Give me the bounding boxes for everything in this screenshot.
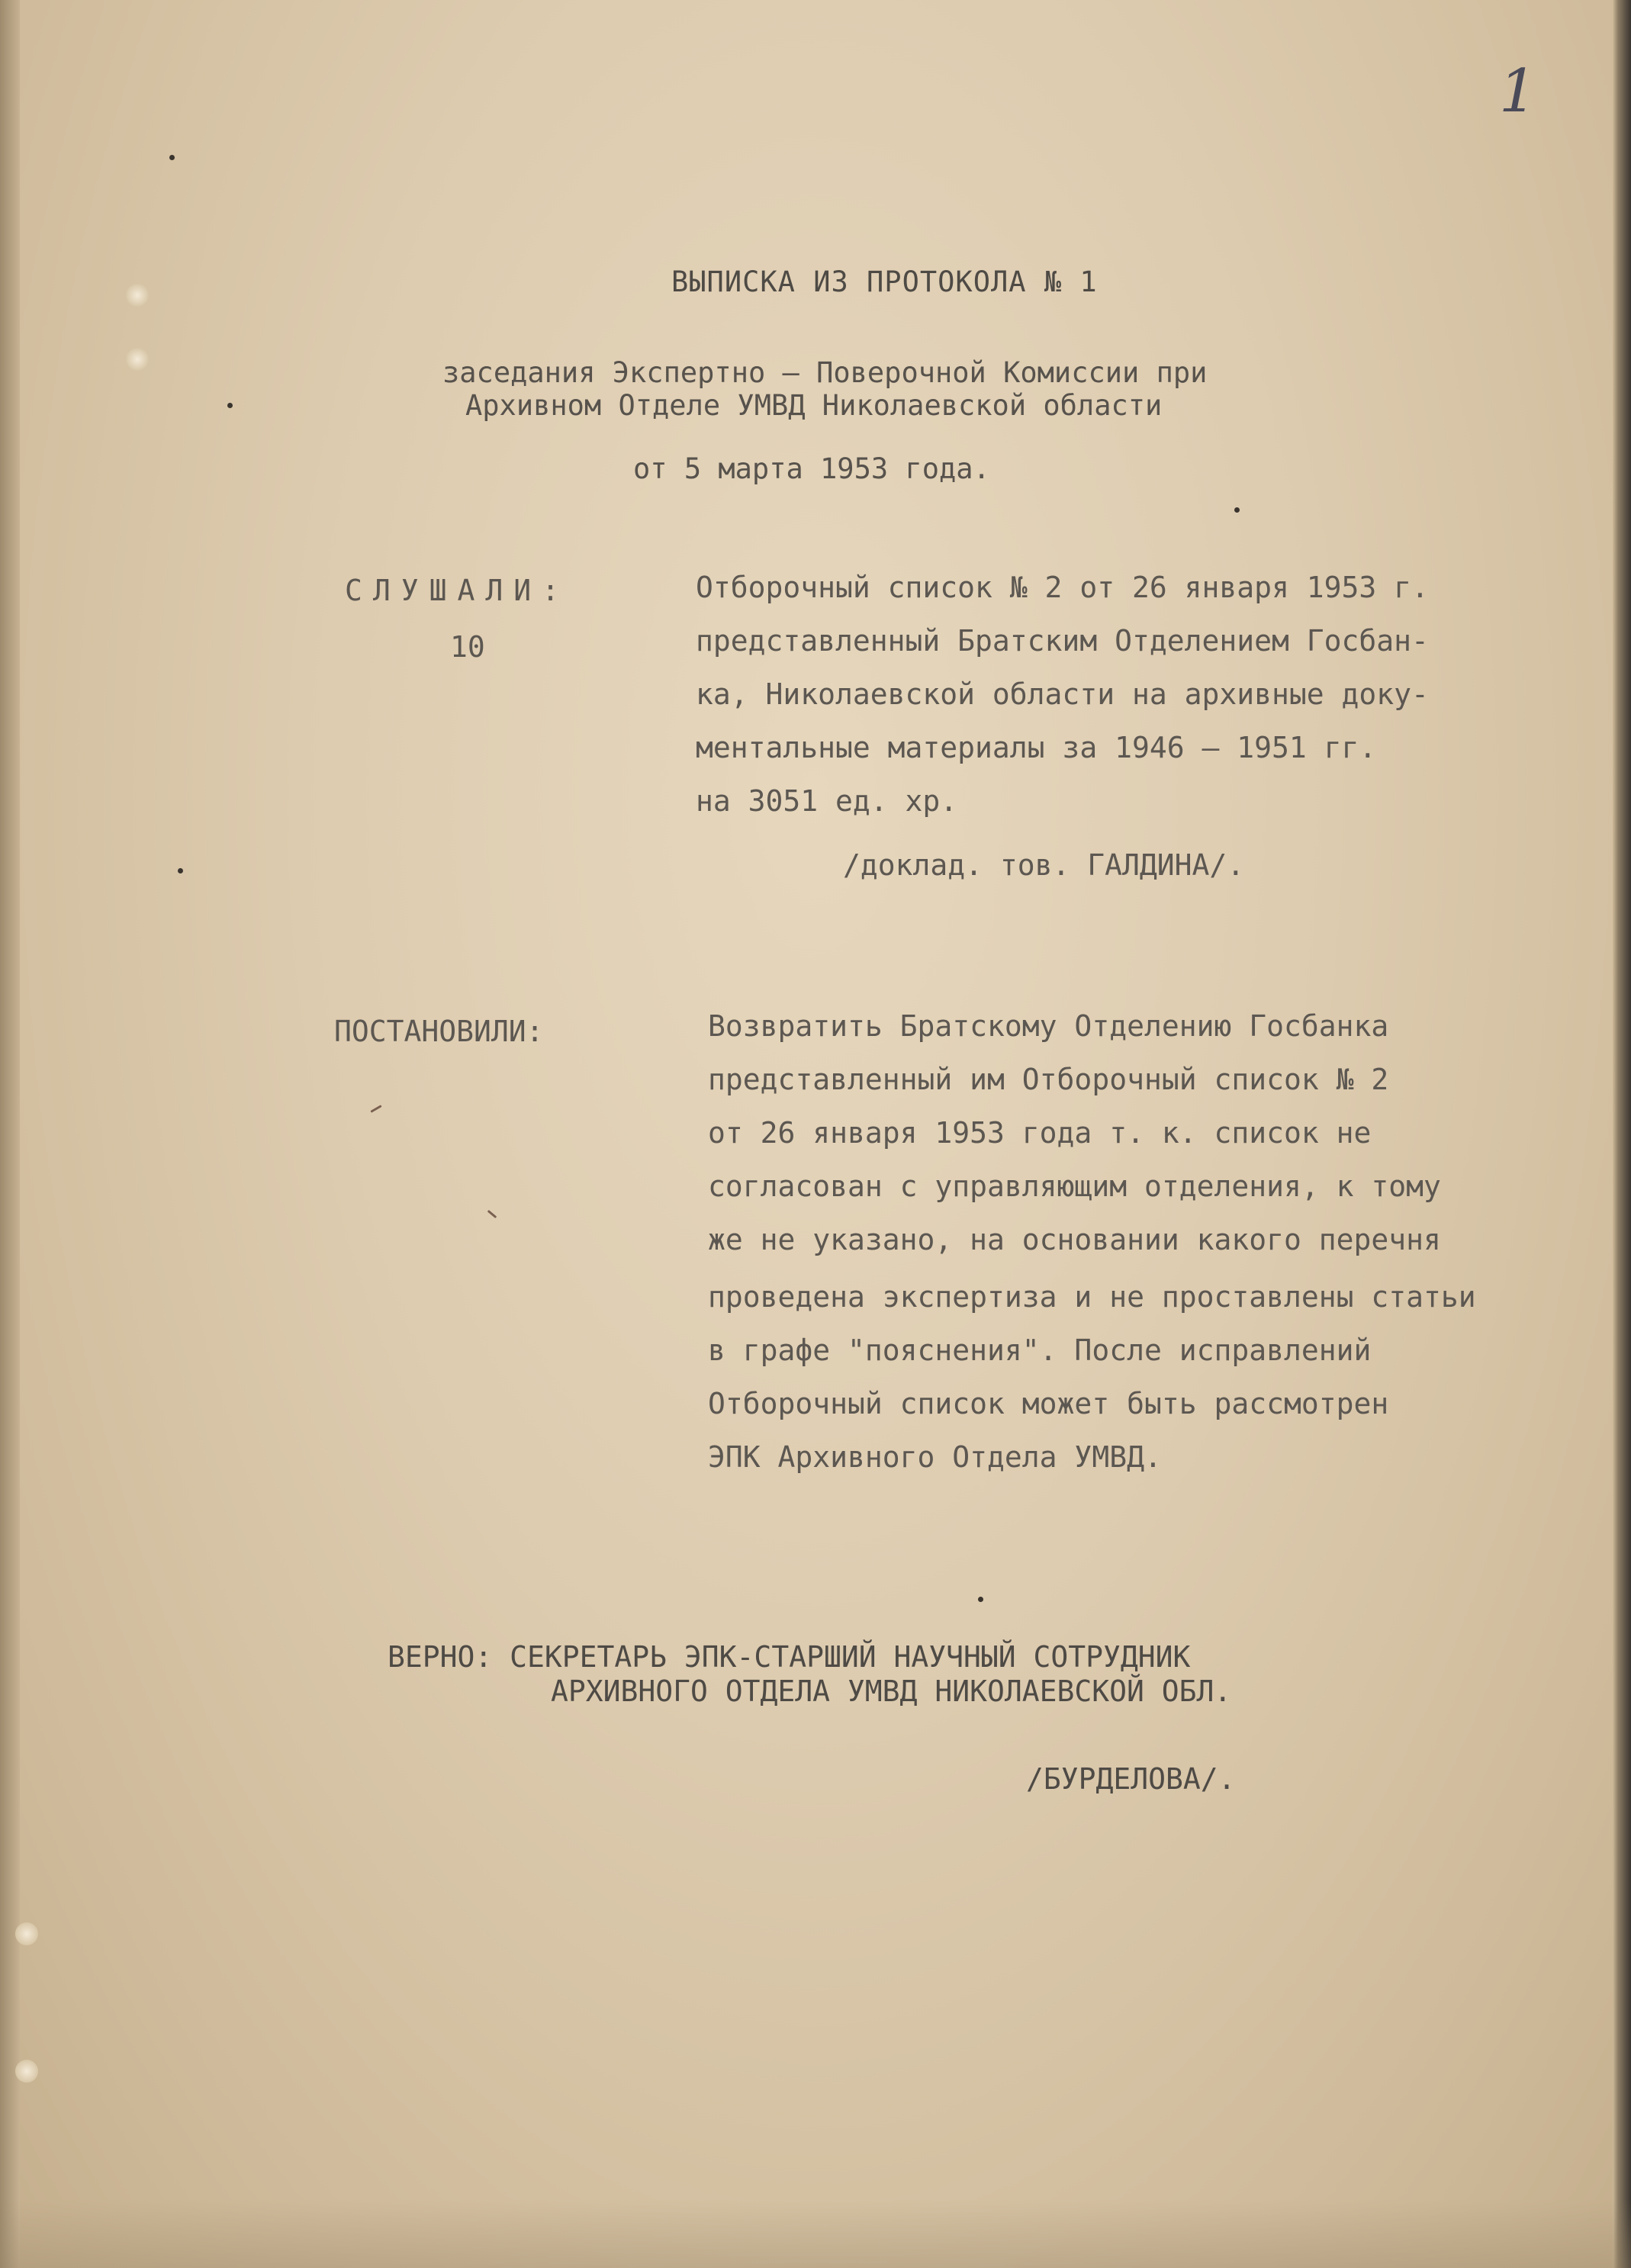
folio-number: 1 xyxy=(1499,57,1537,126)
meeting-line-2: Архивном Отделе УМВД Николаевской области xyxy=(465,389,1163,422)
document-title: ВЫПИСКА ИЗ ПРОТОКОЛА № 1 xyxy=(671,265,1098,298)
paper-speck xyxy=(1234,507,1240,513)
paper-right-edge xyxy=(1613,0,1631,2268)
paper-speck xyxy=(169,155,175,160)
signature-name: /БУРДЕЛОВА/. xyxy=(1026,1762,1236,1796)
paper-scratch xyxy=(370,1105,381,1113)
heard-body: Отборочный список № 2 от 26 января 1953 г. представленный Братским Отделением Госбан- ка, Николаевской области на архивные доку- ментальные материалы за 1946 – 1951 гг. на 3051 ед. хр. xyxy=(696,571,1429,818)
decided-body-part-2: проведена экспертиза и не проставлены статьи в графе "пояснения". После исправлений Отборочный список может быть рассмотрен ЭПК Архивного Отдела УМВД. xyxy=(708,1280,1476,1474)
reporter-line: /доклад. тов. ГАЛДИНА/. xyxy=(843,848,1245,882)
heard-label: СЛУШАЛИ: xyxy=(345,574,571,607)
punch-hole xyxy=(126,284,149,307)
attestation-line-1: ВЕРНО: СЕКРЕТАРЬ ЭПК-СТАРШИЙ НАУЧНЫЙ СОТРУДНИК xyxy=(388,1640,1191,1674)
decided-body-part-1: Возвратить Братскому Отделению Госбанка представленный им Отборочный список № 2 от 26 января 1953 года т. к. список не согласован с управляющим отделения, к тому же не указано, на основании какого перечня xyxy=(708,1009,1441,1256)
decided-label: ПОСТАНОВИЛИ: xyxy=(334,1015,544,1048)
paper-bottom-shade xyxy=(0,2199,1631,2268)
punch-hole xyxy=(15,1922,38,1945)
attestation-line-2: АРХИВНОГО ОТДЕЛА УМВД НИКОЛАЕВСКОЙ ОБЛ. xyxy=(551,1674,1232,1708)
paper-scratch xyxy=(487,1210,497,1218)
heard-item-number: 10 xyxy=(450,630,485,664)
paper-speck xyxy=(178,868,183,873)
meeting-date: от 5 марта 1953 года. xyxy=(633,452,990,485)
meeting-line-1: заседания Экспертно – Поверочной Комиссии при xyxy=(442,356,1208,389)
punch-hole xyxy=(15,2060,38,2083)
punch-hole xyxy=(126,348,149,371)
paper-speck xyxy=(227,403,233,408)
paper-speck xyxy=(978,1597,983,1602)
